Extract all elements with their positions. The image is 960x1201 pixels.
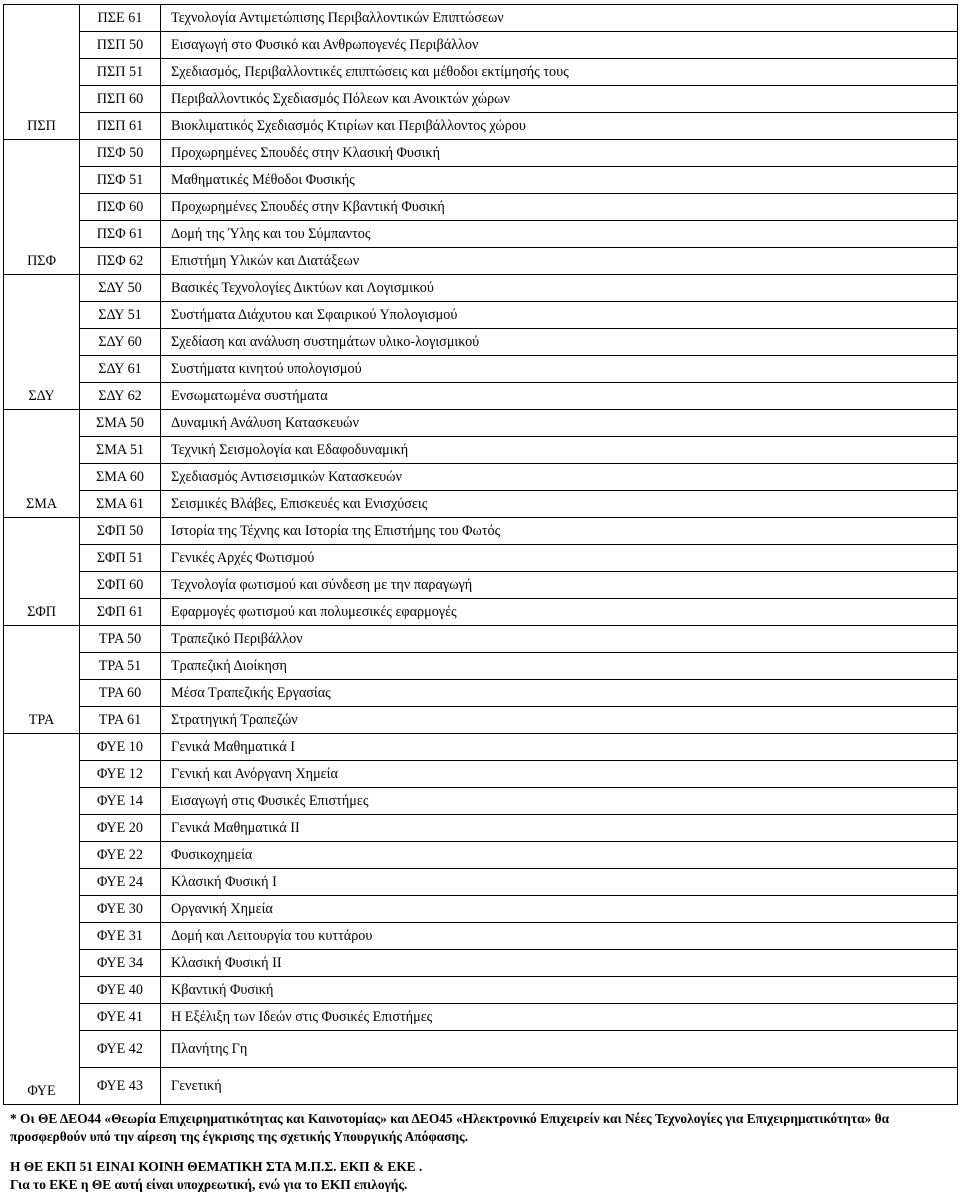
table-row xyxy=(4,113,958,140)
course-code: ΠΣΦ 62 xyxy=(80,248,161,275)
course-code: ΣΔΥ 62 xyxy=(80,383,161,410)
course-title: Βασικές Τεχνολογίες Δικτύων και Λογισμικού xyxy=(161,275,958,302)
course-code: ΣΔΥ 51 xyxy=(80,302,161,329)
courses-table xyxy=(3,4,958,1105)
table-row xyxy=(4,599,958,626)
course-code: ΠΣΕ 61 xyxy=(80,5,161,32)
table-row xyxy=(4,356,958,383)
course-title: Στρατηγική Τραπεζών xyxy=(161,707,958,734)
course-title: Τεχνική Σεισμολογία και Εδαφοδυναμική xyxy=(161,437,958,464)
table-row xyxy=(4,977,958,1004)
course-code: ΠΣΦ 61 xyxy=(80,221,161,248)
course-title: Σεισμικές Βλάβες, Επισκευές και Ενισχύσεις xyxy=(161,491,958,518)
course-code: ΦΥΕ 22 xyxy=(80,842,161,869)
course-title: Συστήματα κινητού υπολογισμού xyxy=(161,356,958,383)
table-row xyxy=(4,194,958,221)
course-code: ΣΜΑ 61 xyxy=(80,491,161,518)
course-code: ΠΣΠ 60 xyxy=(80,86,161,113)
course-code: ΠΣΦ 50 xyxy=(80,140,161,167)
course-title: Δομή και Λειτουργία του κυττάρου xyxy=(161,923,958,950)
table-row xyxy=(4,1004,958,1031)
course-title: Τεχνολογία Αντιμετώπισης Περιβαλλοντικών Επιπτώσεων xyxy=(161,5,958,32)
note-line-1: Η ΘΕ ΕΚΠ 51 ΕΙΝΑΙ ΚΟΙΝΗ ΘΕΜΑΤΙΚΗ ΣΤΑ Μ.Π.Σ. ΕΚΠ & ΕΚΕ . xyxy=(10,1159,423,1174)
table-row xyxy=(4,842,958,869)
course-code: ΦΥΕ 10 xyxy=(80,734,161,761)
course-title: Σχεδιασμός Αντισεισμικών Κατασκευών xyxy=(161,464,958,491)
course-code: ΣΦΠ 50 xyxy=(80,518,161,545)
course-code: ΠΣΦ 60 xyxy=(80,194,161,221)
program-cell: ΦΥΕ xyxy=(4,734,80,1105)
table-row xyxy=(4,626,958,653)
course-title: Συστήματα Διάχυτου και Σφαιρικού Υπολογισμού xyxy=(161,302,958,329)
course-title: Δομή της Ύλης και του Σύμπαντος xyxy=(161,221,958,248)
table-row xyxy=(4,167,958,194)
table-row xyxy=(4,923,958,950)
table-row xyxy=(4,32,958,59)
course-title: Κλασική Φυσική ΙΙ xyxy=(161,950,958,977)
course-code: ΣΦΠ 61 xyxy=(80,599,161,626)
course-title: Προχωρημένες Σπουδές στην Κλασική Φυσική xyxy=(161,140,958,167)
course-title: Ενσωματωμένα συστήματα xyxy=(161,383,958,410)
table-row xyxy=(4,329,958,356)
course-title: Γενικά Μαθηματικά ΙΙ xyxy=(161,815,958,842)
course-title: Εισαγωγή στο Φυσικό και Ανθρωπογενές Περιβάλλον xyxy=(161,32,958,59)
table-row xyxy=(4,59,958,86)
course-code: ΦΥΕ 20 xyxy=(80,815,161,842)
program-cell: ΣΔΥ xyxy=(4,275,80,410)
table-row xyxy=(4,869,958,896)
course-code: ΦΥΕ 24 xyxy=(80,869,161,896)
table-row xyxy=(4,950,958,977)
course-title: Οργανική Χημεία xyxy=(161,896,958,923)
table-row xyxy=(4,410,958,437)
course-title: Βιοκλιματικός Σχεδιασμός Κτιρίων και Περιβάλλοντος χώρου xyxy=(161,113,958,140)
course-title: Τεχνολογία φωτισμού και σύνδεση με την παραγωγή xyxy=(161,572,958,599)
table-row xyxy=(4,5,958,32)
table-row xyxy=(4,221,958,248)
program-cell: ΣΜΑ xyxy=(4,410,80,518)
course-title: Γενικά Μαθηματικά Ι xyxy=(161,734,958,761)
course-code: ΤΡΑ 50 xyxy=(80,626,161,653)
course-code: ΣΦΠ 51 xyxy=(80,545,161,572)
course-title: Προχωρημένες Σπουδές στην Κβαντική Φυσική xyxy=(161,194,958,221)
table-row xyxy=(4,140,958,167)
notes-gap xyxy=(10,1146,955,1158)
course-code: ΠΣΠ 50 xyxy=(80,32,161,59)
course-title: Εισαγωγή στις Φυσικές Επιστήμες xyxy=(161,788,958,815)
table-row xyxy=(4,383,958,410)
course-title: Μέσα Τραπεζικής Εργασίας xyxy=(161,680,958,707)
table-row xyxy=(4,302,958,329)
table-row xyxy=(4,680,958,707)
course-title: Γενική και Ανόργανη Χημεία xyxy=(161,761,958,788)
course-code: ΦΥΕ 42 xyxy=(80,1031,161,1068)
program-cell: ΤΡΑ xyxy=(4,626,80,734)
course-title: Περιβαλλοντικός Σχεδιασμός Πόλεων και Ανοικτών χώρων xyxy=(161,86,958,113)
course-code: ΦΥΕ 43 xyxy=(80,1068,161,1105)
table-row xyxy=(4,572,958,599)
course-code: ΤΡΑ 51 xyxy=(80,653,161,680)
course-title: Ιστορία της Τέχνης και Ιστορία της Επιστήμης του Φωτός xyxy=(161,518,958,545)
course-title: Εφαρμογές φωτισμού και πολυμεσικές εφαρμογές xyxy=(161,599,958,626)
table-row xyxy=(4,761,958,788)
course-title: Κβαντική Φυσική xyxy=(161,977,958,1004)
course-title: Δυναμική Ανάλυση Κατασκευών xyxy=(161,410,958,437)
table-row xyxy=(4,734,958,761)
table-row xyxy=(4,275,958,302)
course-code: ΤΡΑ 61 xyxy=(80,707,161,734)
course-code: ΠΣΠ 51 xyxy=(80,59,161,86)
course-code: ΦΥΕ 14 xyxy=(80,788,161,815)
table-row xyxy=(4,707,958,734)
course-code: ΣΔΥ 61 xyxy=(80,356,161,383)
table-row xyxy=(4,86,958,113)
course-code: ΦΥΕ 31 xyxy=(80,923,161,950)
notes-section xyxy=(10,1110,955,1194)
table-row xyxy=(4,815,958,842)
table-row xyxy=(4,491,958,518)
course-title: Γενικές Αρχές Φωτισμού xyxy=(161,545,958,572)
course-title: Φυσικοχημεία xyxy=(161,842,958,869)
course-code: ΣΜΑ 51 xyxy=(80,437,161,464)
courses-table-body xyxy=(4,5,958,1105)
table-row xyxy=(4,437,958,464)
course-title: Τραπεζικό Περιβάλλον xyxy=(161,626,958,653)
course-code: ΣΔΥ 60 xyxy=(80,329,161,356)
course-code: ΦΥΕ 41 xyxy=(80,1004,161,1031)
table-row xyxy=(4,248,958,275)
table-row xyxy=(4,545,958,572)
course-title: Σχεδίαση και ανάλυση συστημάτων υλικο-λογισμικού xyxy=(161,329,958,356)
course-code: ΤΡΑ 60 xyxy=(80,680,161,707)
program-cell: ΣΦΠ xyxy=(4,518,80,626)
table-row xyxy=(4,518,958,545)
course-code: ΦΥΕ 12 xyxy=(80,761,161,788)
course-title: Επιστήμη Υλικών και Διατάξεων xyxy=(161,248,958,275)
program-cell: ΠΣΦ xyxy=(4,140,80,275)
course-title: Τραπεζική Διοίκηση xyxy=(161,653,958,680)
table-row xyxy=(4,1068,958,1105)
table-row xyxy=(4,1031,958,1068)
course-title: Σχεδιασμός, Περιβαλλοντικές επιπτώσεις και μέθοδοι εκτίμησής τους xyxy=(161,59,958,86)
course-code: ΦΥΕ 30 xyxy=(80,896,161,923)
course-code: ΣΜΑ 50 xyxy=(80,410,161,437)
course-title: Μαθηματικές Μέθοδοι Φυσικής xyxy=(161,167,958,194)
footnote-text: * Οι ΘΕ ΔΕΟ44 «Θεωρία Επιχειρηματικότητας και Καινοτομίας» και ΔΕΟ45 «Ηλεκτρονικό Επιχειρείν και Νέες Τεχνολογίες για Επιχειρηματικότητα» θα προσφερθούν υπό την αίρεση της έγκρισης της σχετικής Υπουργικής Απόφασης. xyxy=(10,1111,890,1144)
course-code: ΣΔΥ 50 xyxy=(80,275,161,302)
table-row xyxy=(4,788,958,815)
course-title: Πλανήτης Γη xyxy=(161,1031,958,1068)
course-code: ΦΥΕ 34 xyxy=(80,950,161,977)
course-code: ΣΦΠ 60 xyxy=(80,572,161,599)
table-row xyxy=(4,653,958,680)
table-row xyxy=(4,464,958,491)
note-line-2: Για το ΕΚΕ η ΘΕ αυτή είναι υποχρεωτική, ενώ για το ΕΚΠ επιλογής. xyxy=(10,1177,408,1192)
course-code: ΠΣΠ 61 xyxy=(80,113,161,140)
course-code: ΠΣΦ 51 xyxy=(80,167,161,194)
table-row xyxy=(4,896,958,923)
course-code: ΦΥΕ 40 xyxy=(80,977,161,1004)
course-code: ΣΜΑ 60 xyxy=(80,464,161,491)
course-title: Γενετική xyxy=(161,1068,958,1105)
program-cell: ΠΣΠ xyxy=(4,5,80,140)
course-title: Η Εξέλιξη των Ιδεών στις Φυσικές Επιστήμες xyxy=(161,1004,958,1031)
course-title: Κλασική Φυσική Ι xyxy=(161,869,958,896)
